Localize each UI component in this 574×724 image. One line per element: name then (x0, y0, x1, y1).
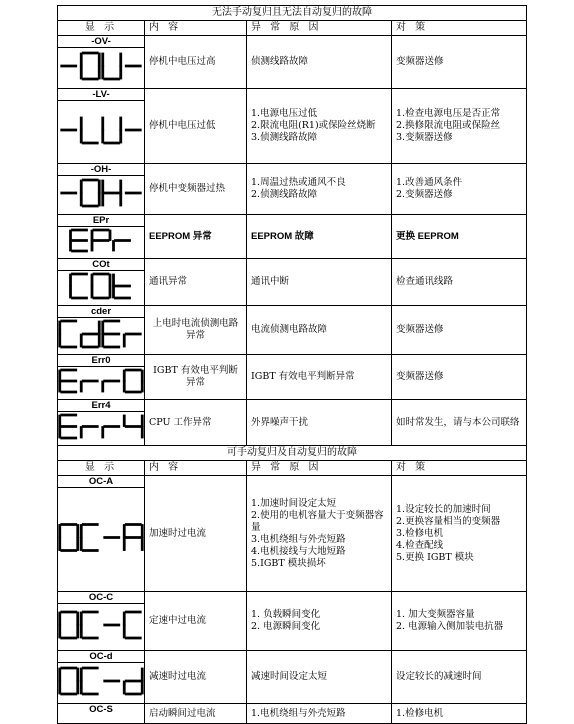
header-content: 内 容 (145, 21, 247, 36)
cause-cell (247, 36, 392, 89)
fault-code: -OV- (58, 36, 144, 48)
action-cell (392, 704, 527, 724)
text-line: 检查通讯线路 (396, 276, 454, 287)
text-line: 2. 电源输入侧加装电抗器 (396, 621, 504, 632)
display-glyph (58, 48, 144, 88)
section-no-reset-body (58, 36, 527, 446)
seven-segment-display (58, 101, 144, 159)
header-row (58, 461, 527, 476)
content-cell: 通讯异常 (145, 259, 247, 306)
text-line: 更换 EEPROM (396, 230, 459, 242)
header-cause: 异 常 原 因 (247, 21, 392, 36)
fault-row (58, 476, 527, 592)
fault-row (58, 259, 527, 306)
text-line: 1. 负载瞬间变化 (251, 609, 321, 620)
seven-segment-display (58, 227, 144, 254)
fault-row (58, 592, 527, 651)
header-row (58, 21, 527, 36)
fault-row (58, 89, 527, 164)
text-line: 设定较长的减速时间 (396, 671, 482, 682)
section-reset-body (58, 476, 527, 724)
fault-code: Err4 (58, 400, 144, 412)
text-line: 2. 电源瞬间变化 (251, 621, 321, 632)
text-line: 5.IGBT 模块损坏 (251, 557, 326, 569)
text-line: 1.电源电压过低 (251, 108, 318, 119)
text-line: 2.使用的电机容量大于变频器容量 (251, 509, 384, 533)
cause-cell (247, 704, 392, 724)
content-cell: 减速时过电流 (145, 651, 247, 704)
text-line: 侦测线路故障 (251, 56, 309, 67)
content-cell: 定速中过电流 (145, 592, 247, 651)
fault-row (58, 651, 527, 704)
section-title-no-reset: 无法手动复归且无法自动复归的故障 (58, 6, 527, 21)
display-cell (58, 592, 145, 651)
text-line: 4.电机接线与大地短路 (251, 545, 346, 557)
display-cell (58, 355, 145, 400)
cause-cell (247, 306, 392, 355)
content-text: EEPROM 异常 (149, 230, 212, 242)
content-cell: 停机中电压过低 (145, 89, 247, 164)
cause-cell (247, 651, 392, 704)
text-line: 2.变频器送修 (396, 189, 453, 200)
content-cell: IGBT 有效电平判断异常 (145, 355, 247, 400)
section-title-reset: 可手动复归及自动复归的故障 (58, 446, 527, 461)
action-cell (392, 89, 527, 164)
text-line: 外界噪声干扰 (251, 416, 309, 428)
content-cell: 启动瞬间过电流 (145, 704, 247, 724)
text-line: 4.检查配线 (396, 539, 444, 551)
content-cell (145, 215, 247, 259)
fault-table-wrapper (57, 5, 526, 724)
display-glyph (58, 227, 144, 258)
fault-code: Err0 (58, 355, 144, 367)
fault-code: -LV- (58, 89, 144, 101)
cause-cell (247, 355, 392, 400)
text-line: 3.检修电机 (396, 527, 444, 539)
seven-segment-display (58, 176, 144, 210)
seven-segment-display (58, 271, 144, 301)
action-cell (392, 36, 527, 89)
text-line: 1.检修电机 (396, 707, 444, 719)
seven-segment-display (58, 48, 144, 84)
header-content: 内 容 (145, 461, 247, 476)
fault-code: -OH- (58, 164, 144, 176)
display-glyph (58, 663, 144, 703)
fault-row (58, 164, 527, 215)
fault-row (58, 704, 527, 724)
section-title-row (58, 6, 527, 21)
text-line: 1.加速时间设定太短 (251, 497, 337, 509)
cause-cell (247, 215, 392, 259)
header-action: 对 策 (392, 461, 527, 476)
text-line: 变频器送修 (396, 324, 444, 335)
header-action: 对 策 (392, 21, 527, 36)
action-cell (392, 476, 527, 592)
display-cell (58, 400, 145, 446)
text-line: 1.改善通风条件 (396, 177, 463, 188)
fault-row (58, 215, 527, 259)
display-glyph (58, 488, 144, 591)
text-line: 1. 加大变频器容量 (396, 609, 475, 620)
display-cell (58, 89, 145, 164)
fault-row (58, 306, 527, 355)
action-cell (392, 400, 527, 446)
header-cause: 异 常 原 因 (247, 461, 392, 476)
seven-segment-display (58, 318, 144, 350)
display-glyph (58, 367, 144, 399)
content-cell: 加速时过电流 (145, 476, 247, 592)
action-cell (392, 592, 527, 651)
cause-cell (247, 89, 392, 164)
action-cell (392, 306, 527, 355)
header-display: 显 示 (58, 21, 145, 36)
text-line: 5.更换 IGBT 模块 (396, 551, 474, 563)
cause-cell (247, 259, 392, 306)
content-cell: 停机中电压过高 (145, 36, 247, 89)
text-line: 1.检查电源电压是否正常 (396, 108, 501, 119)
display-glyph (58, 101, 144, 163)
seven-segment-display (58, 604, 144, 646)
text-line: EEPROM 故障 (251, 230, 314, 242)
fault-table (57, 5, 527, 724)
display-cell (58, 215, 145, 259)
text-line: IGBT 有效电平判断异常 (251, 371, 355, 382)
display-glyph (58, 318, 144, 354)
text-line: 2.更换容量相当的变频器 (396, 515, 501, 527)
seven-segment-display (58, 663, 144, 699)
text-line: 1.设定较长的加速时间 (396, 503, 491, 515)
fault-code: cder (58, 306, 144, 318)
action-cell (392, 651, 527, 704)
action-cell (392, 355, 527, 400)
display-glyph (58, 604, 144, 650)
fault-row (58, 36, 527, 89)
fault-code: EPr (58, 215, 144, 227)
display-cell (58, 476, 145, 592)
fault-code: OC-d (58, 651, 144, 663)
content-cell: CPU 工作异常 (145, 400, 247, 446)
seven-segment-display (58, 367, 144, 395)
text-line: 1.周温过热或通风不良 (251, 177, 346, 188)
seven-segment-display (58, 488, 144, 587)
display-glyph (58, 176, 144, 214)
cause-cell (247, 400, 392, 446)
cause-cell (247, 164, 392, 215)
text-line: 变频器送修 (396, 56, 444, 67)
text-line: 电流侦测电路故障 (251, 324, 328, 335)
fault-code: OC-A (58, 476, 144, 488)
text-line: 通讯中断 (251, 276, 290, 287)
text-line: 3.侦测线路故障 (251, 132, 318, 143)
display-cell (58, 651, 145, 704)
display-cell (58, 259, 145, 306)
cause-cell (247, 476, 392, 592)
fault-code: OC-C (58, 592, 144, 604)
fault-row (58, 355, 527, 400)
content-cell: 停机中变频器过热 (145, 164, 247, 215)
display-cell (58, 164, 145, 215)
text-line: 1.电机绕组与外壳短路 (251, 707, 346, 719)
display-glyph (58, 412, 144, 445)
content-cell: 上电时电流侦测电路异常 (145, 306, 247, 355)
fault-code: OC-S (89, 704, 113, 715)
seven-segment-display (58, 412, 144, 441)
text-line: 2.限流电阻(R1)或保险丝烧断 (251, 120, 376, 131)
text-line: 2.侦测线路故障 (251, 189, 318, 200)
text-line: 如时常发生，请与本公司联络 (396, 416, 520, 428)
fault-row (58, 400, 527, 446)
text-line: 减速时间设定太短 (251, 671, 328, 682)
text-line: 2.换修限流电阻或保险丝 (396, 120, 501, 131)
display-glyph (58, 271, 144, 305)
action-cell (392, 215, 527, 259)
text-line: 3.变频器送修 (396, 132, 453, 143)
text-line: 变频器送修 (396, 371, 444, 382)
header-display: 显 示 (58, 461, 145, 476)
fault-code: COt (58, 259, 144, 271)
action-cell (392, 164, 527, 215)
action-cell (392, 259, 527, 306)
display-cell (58, 36, 145, 89)
cause-cell (247, 592, 392, 651)
text-line: 3.电机绕组与外壳短路 (251, 533, 346, 545)
display-cell (58, 306, 145, 355)
section-title-row (58, 446, 527, 461)
display-cell (58, 704, 145, 724)
